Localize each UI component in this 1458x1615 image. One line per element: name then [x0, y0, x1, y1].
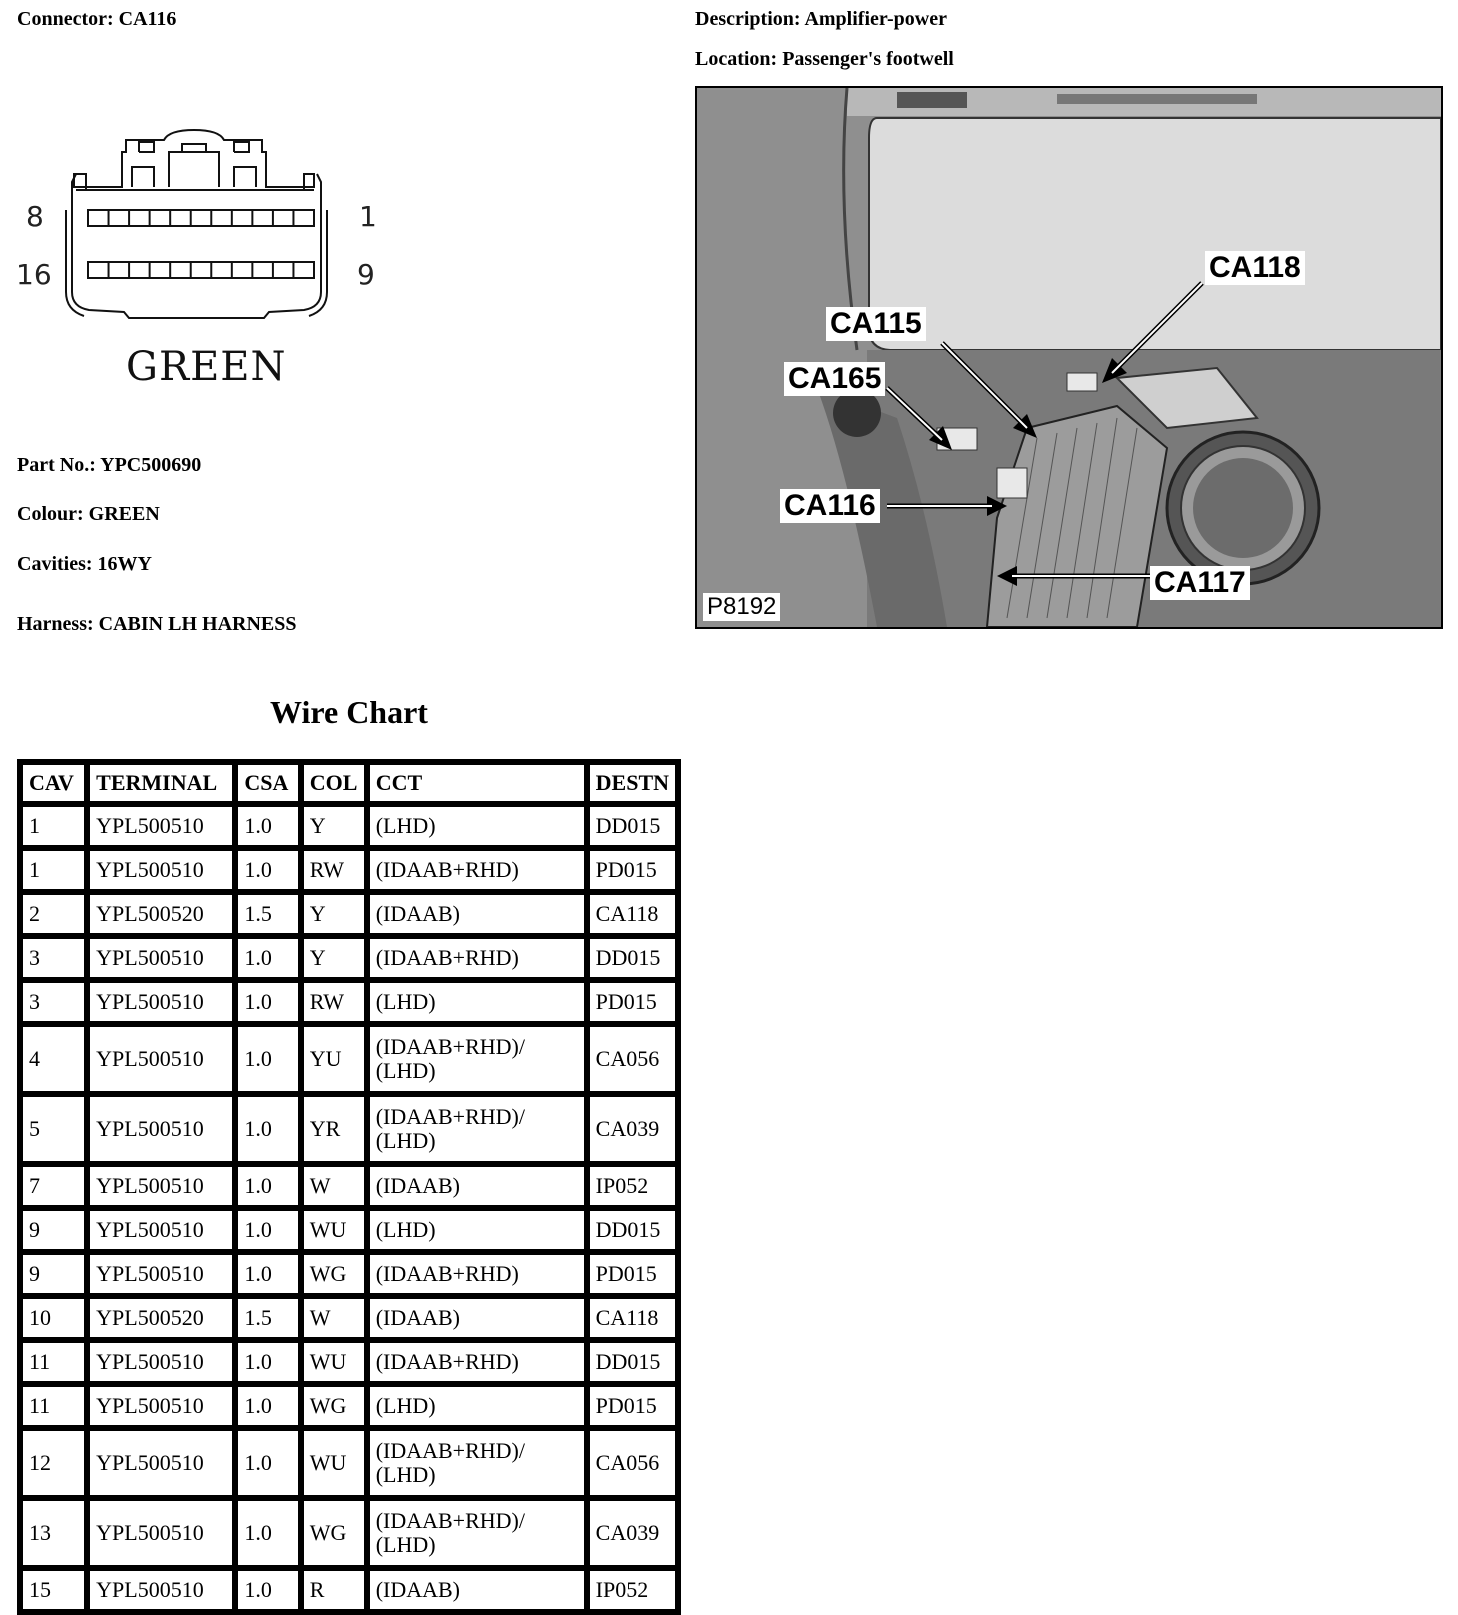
harness [17, 613, 297, 636]
table-row [20, 936, 678, 980]
cell-destn: PD015 [587, 848, 678, 892]
cell-cav: 13 [20, 1498, 87, 1568]
cell-col: WU [301, 1428, 367, 1498]
cell-cct: (IDAAB) [367, 1568, 587, 1612]
cell-cct: (IDAAB) [367, 1296, 587, 1340]
location-label [695, 48, 954, 71]
cell-terminal: YPL500510 [87, 1024, 235, 1094]
cell-csa: 1.0 [235, 1498, 300, 1568]
col-header-destn: DESTN [587, 762, 678, 804]
cell-destn: IP052 [587, 1568, 678, 1612]
cell-terminal: YPL500510 [87, 1428, 235, 1498]
cell-destn: DD015 [587, 1208, 678, 1252]
cell-cct: (LHD) [367, 1208, 587, 1252]
cell-col: Y [301, 892, 367, 936]
part-number-value: YPC500690 [100, 454, 202, 476]
cell-cav: 1 [20, 848, 87, 892]
cell-cav: 5 [20, 1094, 87, 1164]
location-photo [695, 86, 1443, 629]
table-row [20, 1340, 678, 1384]
cell-cav: 2 [20, 892, 87, 936]
cell-terminal: YPL500510 [87, 1384, 235, 1428]
table-row [20, 1568, 678, 1612]
callout-ca117: CA117 [1150, 566, 1250, 600]
colour-key: Colour: [17, 503, 84, 525]
cell-terminal: YPL500520 [87, 1296, 235, 1340]
cell-destn: PD015 [587, 1384, 678, 1428]
cell-cav: 1 [20, 804, 87, 848]
cell-terminal: YPL500520 [87, 892, 235, 936]
cell-col: W [301, 1296, 367, 1340]
table-row [20, 1208, 678, 1252]
col-header-cav: CAV [20, 762, 87, 804]
cell-csa: 1.0 [235, 936, 300, 980]
cell-csa: 1.0 [235, 804, 300, 848]
cell-terminal: YPL500510 [87, 1094, 235, 1164]
cell-destn: CA056 [587, 1024, 678, 1094]
cell-csa: 1.0 [235, 1384, 300, 1428]
cell-cct: (IDAAB+RHD) [367, 848, 587, 892]
cell-csa: 1.0 [235, 1208, 300, 1252]
callout-ca118: CA118 [1205, 251, 1305, 285]
cell-csa: 1.5 [235, 1296, 300, 1340]
col-header-col: COL [301, 762, 367, 804]
connector-label [17, 8, 176, 31]
cell-destn: DD015 [587, 1340, 678, 1384]
cell-cav: 11 [20, 1384, 87, 1428]
table-row [20, 1094, 678, 1164]
cell-terminal: YPL500510 [87, 1252, 235, 1296]
cell-col: WG [301, 1498, 367, 1568]
cell-terminal: YPL500510 [87, 1340, 235, 1384]
cell-cct: (LHD) [367, 980, 587, 1024]
callout-ca165: CA165 [784, 362, 885, 396]
col-header-terminal: TERMINAL [87, 762, 235, 804]
cell-destn: PD015 [587, 980, 678, 1024]
table-row [20, 1296, 678, 1340]
cell-terminal: YPL500510 [87, 848, 235, 892]
cell-cct: (IDAAB+RHD)/ (LHD) [367, 1094, 587, 1164]
photo-reference: P8192 [703, 593, 780, 621]
table-row [20, 980, 678, 1024]
cavities-key: Cavities: [17, 553, 93, 575]
cell-cav: 15 [20, 1568, 87, 1612]
cell-csa: 1.0 [235, 848, 300, 892]
cell-terminal: YPL500510 [87, 1498, 235, 1568]
cell-cct: (IDAAB) [367, 892, 587, 936]
cell-col: R [301, 1568, 367, 1612]
cell-csa: 1.0 [235, 1568, 300, 1612]
cell-cav: 9 [20, 1252, 87, 1296]
cell-col: WG [301, 1384, 367, 1428]
cell-destn: DD015 [587, 804, 678, 848]
cell-terminal: YPL500510 [87, 804, 235, 848]
cell-cct: (IDAAB+RHD)/ (LHD) [367, 1498, 587, 1568]
cell-cav: 11 [20, 1340, 87, 1384]
callout-ca115: CA115 [826, 307, 926, 341]
cell-destn: CA118 [587, 1296, 678, 1340]
cell-col: W [301, 1164, 367, 1208]
table-row [20, 1384, 678, 1428]
cell-cct: (IDAAB+RHD) [367, 1340, 587, 1384]
callout-ca116: CA116 [780, 489, 880, 523]
wire-chart-header-row [20, 762, 678, 804]
wire-chart-title: Wire Chart [270, 694, 428, 730]
cell-csa: 1.0 [235, 1024, 300, 1094]
cavities-value: 16WY [97, 553, 152, 575]
table-row [20, 892, 678, 936]
cell-cct: (IDAAB+RHD)/ (LHD) [367, 1428, 587, 1498]
connector-outline-icon [14, 122, 394, 332]
cell-col: RW [301, 980, 367, 1024]
footwell-photo-icon [697, 88, 1441, 627]
table-row [20, 848, 678, 892]
cell-destn: CA039 [587, 1498, 678, 1568]
harness-key: Harness: [17, 613, 94, 635]
cell-csa: 1.0 [235, 1340, 300, 1384]
table-row [20, 1252, 678, 1296]
connector-label-key: Connector: [17, 8, 114, 30]
cell-cct: (IDAAB+RHD)/ (LHD) [367, 1024, 587, 1094]
cell-col: WG [301, 1252, 367, 1296]
cell-destn: CA056 [587, 1428, 678, 1498]
table-row [20, 1428, 678, 1498]
description-label-key: Description: [695, 8, 801, 30]
connector-colour-caption: GREEN [126, 344, 287, 390]
cell-cav: 12 [20, 1428, 87, 1498]
description-value: Amplifier-power [804, 8, 948, 30]
cell-cct: (IDAAB) [367, 1164, 587, 1208]
cavities [17, 553, 152, 576]
cell-csa: 1.0 [235, 1252, 300, 1296]
table-row [20, 804, 678, 848]
cell-col: Y [301, 804, 367, 848]
cell-cav: 7 [20, 1164, 87, 1208]
cell-cav: 9 [20, 1208, 87, 1252]
part-number-key: Part No.: [17, 454, 96, 476]
cell-col: Y [301, 936, 367, 980]
cell-cct: (IDAAB+RHD) [367, 936, 587, 980]
cell-col: WU [301, 1340, 367, 1384]
wire-chart-table [17, 759, 681, 1615]
table-row [20, 1498, 678, 1568]
cell-destn: PD015 [587, 1252, 678, 1296]
connector-diagram [14, 122, 394, 402]
cell-terminal: YPL500510 [87, 936, 235, 980]
wire-chart-body [20, 804, 678, 1612]
cell-csa: 1.0 [235, 1428, 300, 1498]
table-row [20, 1024, 678, 1094]
table-row [20, 1164, 678, 1208]
cell-destn: DD015 [587, 936, 678, 980]
harness-value: CABIN LH HARNESS [98, 613, 297, 635]
col-header-csa: CSA [235, 762, 300, 804]
location-value: Passenger's footwell [782, 48, 954, 70]
cell-csa: 1.0 [235, 1164, 300, 1208]
cell-terminal: YPL500510 [87, 1208, 235, 1252]
cell-col: WU [301, 1208, 367, 1252]
cell-col: YU [301, 1024, 367, 1094]
col-header-cct: CCT [367, 762, 587, 804]
pin-number-8: 8 [26, 200, 44, 233]
cell-destn: CA118 [587, 892, 678, 936]
cell-cct: (LHD) [367, 1384, 587, 1428]
connector-id: CA116 [118, 8, 177, 30]
cell-csa: 1.0 [235, 1094, 300, 1164]
cell-destn: IP052 [587, 1164, 678, 1208]
cell-cct: (IDAAB+RHD) [367, 1252, 587, 1296]
part-number [17, 454, 201, 477]
cell-cav: 3 [20, 936, 87, 980]
colour-value: GREEN [88, 503, 160, 525]
cell-csa: 1.5 [235, 892, 300, 936]
pin-number-16: 16 [16, 258, 52, 291]
cell-csa: 1.0 [235, 980, 300, 1024]
cell-col: RW [301, 848, 367, 892]
location-label-key: Location: [695, 48, 778, 70]
cell-cct: (LHD) [367, 804, 587, 848]
pin-number-9: 9 [357, 258, 375, 291]
cell-destn: CA039 [587, 1094, 678, 1164]
cell-terminal: YPL500510 [87, 1164, 235, 1208]
cell-cav: 10 [20, 1296, 87, 1340]
cell-cav: 4 [20, 1024, 87, 1094]
pin-number-1: 1 [359, 200, 377, 233]
cell-terminal: YPL500510 [87, 1568, 235, 1612]
cell-cav: 3 [20, 980, 87, 1024]
cell-terminal: YPL500510 [87, 980, 235, 1024]
description-label [695, 8, 947, 31]
cell-col: YR [301, 1094, 367, 1164]
colour [17, 503, 160, 526]
